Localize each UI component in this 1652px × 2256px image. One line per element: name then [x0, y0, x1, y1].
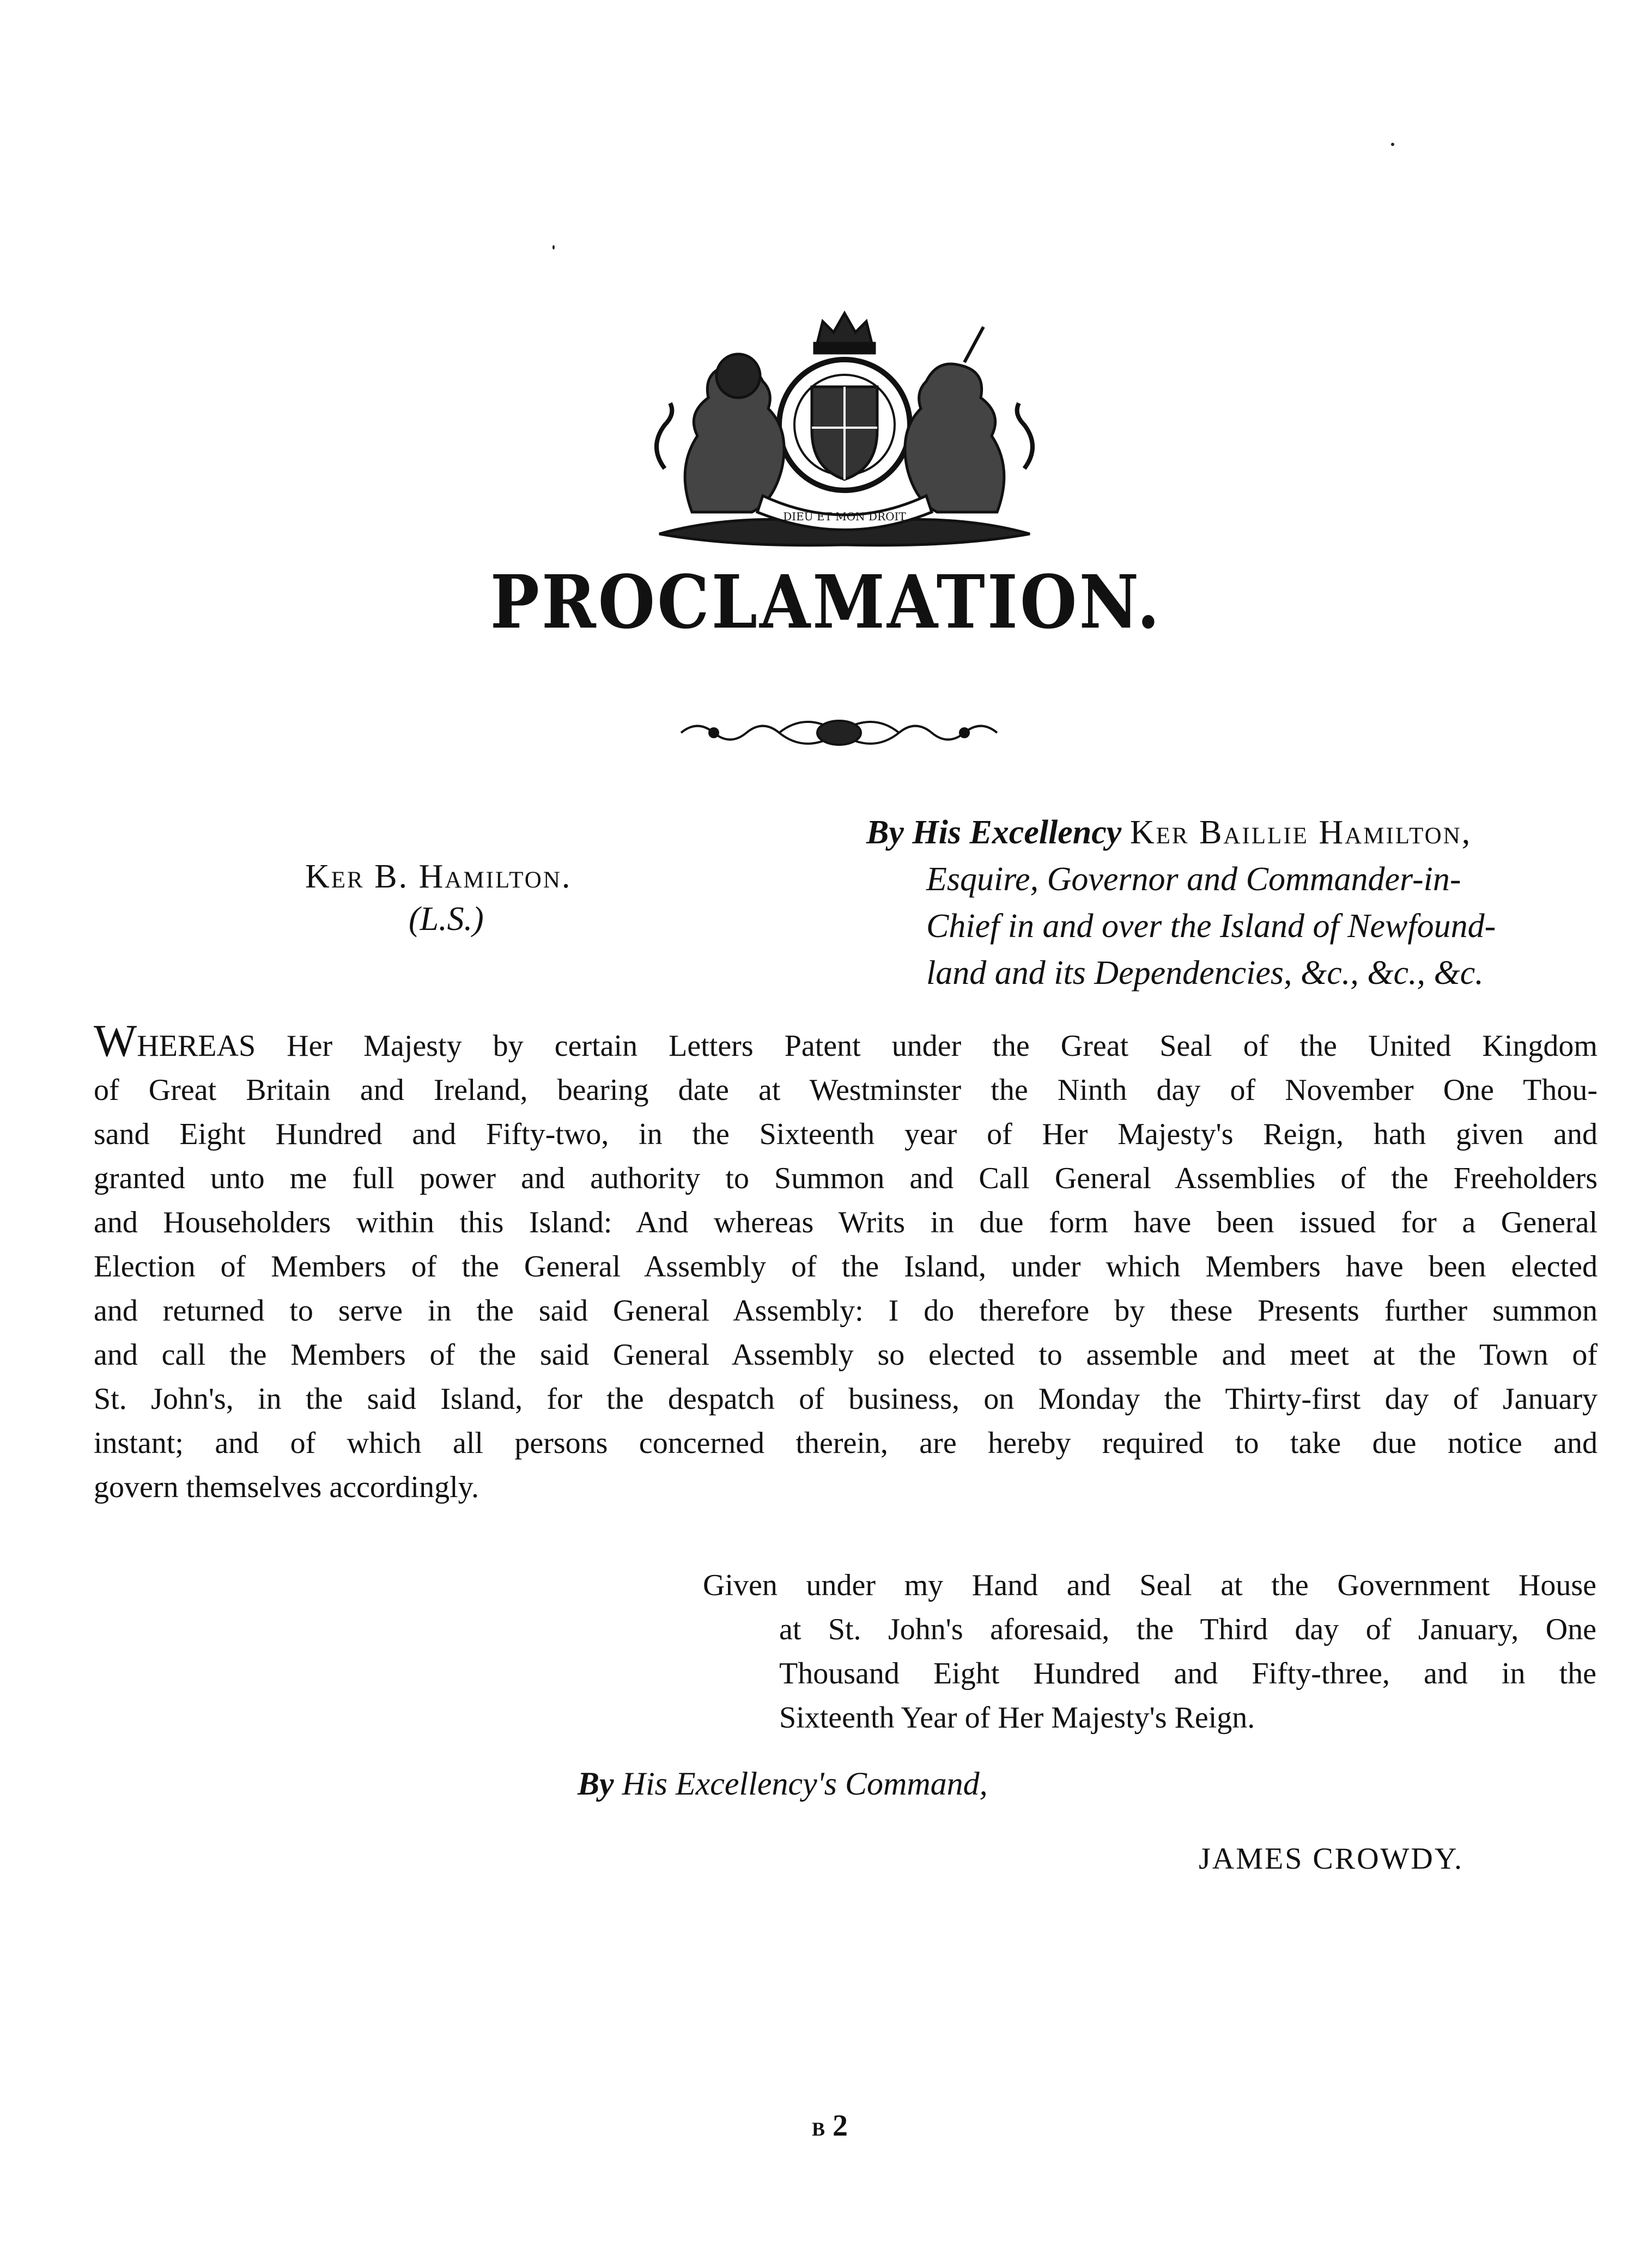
scan-speck: [1391, 143, 1394, 146]
seal-mark: (L.S.): [409, 901, 484, 938]
given-line: Sixteenth Year of Her Majesty's Reign.: [779, 1701, 1255, 1735]
governor-name: Ker B. Hamilton.: [305, 858, 572, 895]
governor-signature-block: [305, 855, 687, 940]
body-line: instant; and of which all persons concerned therein, are hereby required to take due notice and: [94, 1426, 1598, 1460]
excellency-heading: [866, 809, 1591, 996]
body-line: of Great Britain and Ireland, bearing date at Westminster the Ninth day of November One Thou-: [94, 1073, 1598, 1107]
body-line: and Householders within this Island: And whereas Writs in due form have been issued for a General: [94, 1206, 1598, 1239]
command-by: By: [578, 1766, 614, 1802]
signature-number: 2: [833, 2109, 848, 2143]
royal-coat-of-arms-icon: [627, 305, 1062, 556]
command-text: His Excellency's Command,: [622, 1766, 988, 1802]
body-line: and returned to serve in the said General Assembly: I do therefore by these Presents further summon: [94, 1294, 1598, 1328]
page-title: PROCLAMATION.: [490, 559, 1162, 646]
excellency-by: By His Excellency: [866, 814, 1122, 851]
body-line: St. John's, in the said Island, for the despatch of business, on Monday the Thirty-first day of January: [94, 1382, 1598, 1416]
body-line: govern themselves accordingly.: [94, 1470, 479, 1504]
body-line: and call the Members of the said General Assembly so elected to assemble and meet at the Town of: [94, 1338, 1598, 1372]
excellency-line-2: Esquire, Governor and Commander-in-: [926, 861, 1461, 898]
given-line: at St. John's aforesaid, the Third day of January, One: [779, 1613, 1596, 1646]
given-line: Thousand Eight Hundred and Fifty-three, and in the: [779, 1657, 1596, 1691]
command-line: [578, 1765, 988, 1803]
excellency-line-4: land and its Dependencies, &c., &c., &c.: [926, 954, 1484, 992]
secretary-signature: JAMES CROWDY.: [1199, 1842, 1464, 1876]
proclamation-body: [94, 1015, 1598, 1510]
drop-cap: W: [94, 1015, 137, 1066]
body-line: sand Eight Hundred and Fifty-two, in the Sixteenth year of Her Majesty's Reign, hath given and: [94, 1117, 1598, 1151]
body-line: granted unto me full power and authority to Summon and Call General Assemblies of the Freeholders: [94, 1162, 1598, 1195]
motto-text: DIEU ET MON DROIT: [783, 510, 906, 523]
scan-speck: [552, 245, 555, 250]
given-clause: [703, 1564, 1596, 1740]
excellency-line-3: Chief in and over the Island of Newfound-: [926, 908, 1496, 945]
excellency-name: Ker Baillie Hamilton,: [1129, 814, 1472, 851]
page-number: [812, 2108, 848, 2143]
given-line: Given under my Hand and Seal at the Government House: [703, 1568, 1596, 1602]
body-line: Election of Members of the General Assembly of the Island, under which Members have been elected: [94, 1250, 1598, 1284]
signature-letter: B: [812, 2118, 825, 2140]
body-line: HEREAS Her Majesty by certain Letters Patent under the Great Seal of the United Kingdom: [137, 1029, 1598, 1063]
decorative-flourish-icon: [676, 708, 1003, 757]
